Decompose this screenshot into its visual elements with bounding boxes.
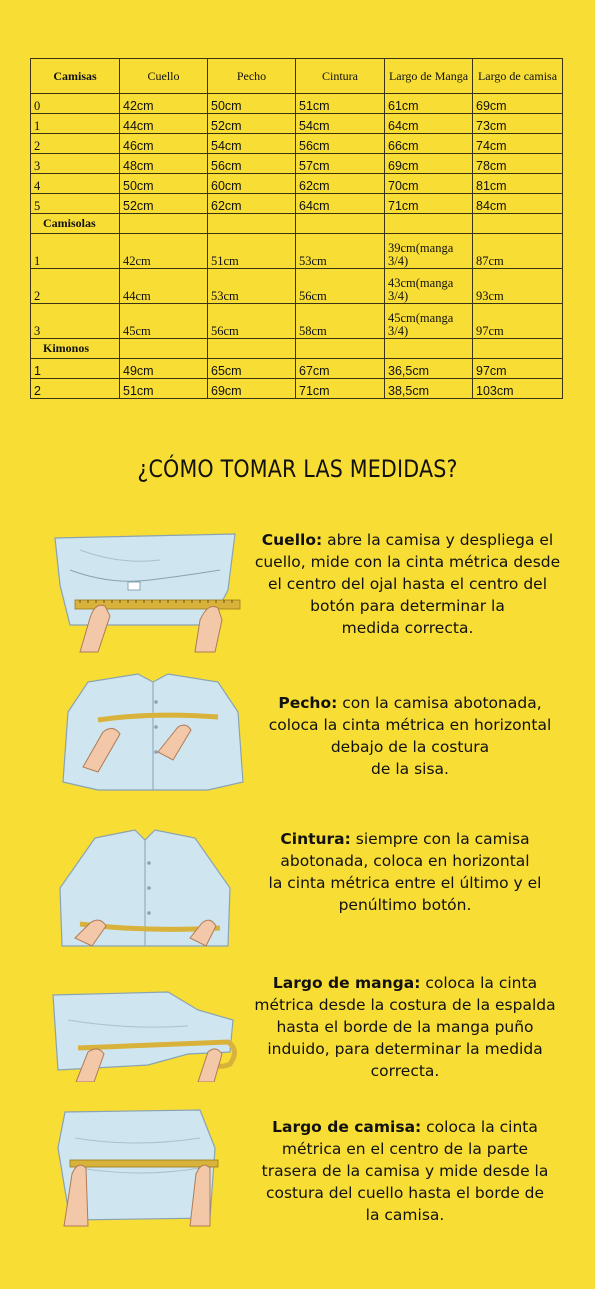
step-line: correcta. [370, 1062, 440, 1080]
table-cell: 46cm [120, 134, 208, 154]
table-cell: 3 [31, 154, 120, 174]
camisas-row [31, 94, 563, 114]
table-cell: 44cm [120, 114, 208, 134]
table-cell: 97cm [473, 359, 563, 379]
table-cell: 54cm [208, 134, 296, 154]
step-line: de la sisa. [371, 760, 449, 778]
table-cell: 5 [31, 194, 120, 214]
table-header-row [31, 59, 563, 94]
step-cuello-line-3: el centro del ojal hasta el centro del [267, 575, 548, 593]
step-cuello-line-2: cuello, mide con la cinta métrica desde [254, 553, 561, 571]
table-cell: 62cm [208, 194, 296, 214]
step-line: hasta el borde de la manga puño [276, 1018, 534, 1036]
table-cell: 2 [31, 134, 120, 154]
table-cell: 56cm [296, 134, 385, 154]
camisolas-row [31, 269, 563, 304]
table-cell: 36,5cm [385, 359, 473, 379]
size-chart-table [30, 58, 563, 399]
table-cell: 2 [31, 379, 120, 399]
col-header-cuello: Cuello [120, 59, 208, 94]
table-cell: 50cm [208, 94, 296, 114]
table-cell: 57cm [296, 154, 385, 174]
camisolas-rows [31, 234, 563, 339]
table-cell: 39cm(manga 3/4) [385, 234, 473, 269]
table-cell: 56cm [296, 269, 385, 304]
table-cell: 71cm [296, 379, 385, 399]
col-header-pecho: Pecho [208, 59, 296, 94]
table-cell: 87cm [473, 234, 563, 269]
table-cell: 84cm [473, 194, 563, 214]
sleeve-measure-illustration [48, 990, 243, 1082]
step-line: métrica en el centro de la parte [281, 1140, 529, 1158]
collar-measure-illustration [50, 530, 245, 655]
step-cuello-text [250, 529, 565, 639]
step-line: métrica desde la costura de la espalda [254, 996, 556, 1014]
table-cell: 69cm [208, 379, 296, 399]
table-cell: 52cm [208, 114, 296, 134]
table-cell: 3 [31, 304, 120, 339]
step-cintura-text [250, 828, 560, 916]
table-cell: 48cm [120, 154, 208, 174]
table-cell: 64cm [296, 194, 385, 214]
table-cell: 52cm [120, 194, 208, 214]
step-largo-camisa-text [245, 1116, 565, 1226]
table-cell: 54cm [296, 114, 385, 134]
table-cell: 44cm [120, 269, 208, 304]
step-line: penúltimo botón. [338, 896, 472, 914]
table-cell: 4 [31, 174, 120, 194]
table-cell: 45cm [120, 304, 208, 339]
table-cell: 53cm [208, 269, 296, 304]
table-cell: 42cm [120, 234, 208, 269]
table-cell: 50cm [120, 174, 208, 194]
table-cell: 53cm [296, 234, 385, 269]
col-header-largo-manga: Largo de Manga [385, 59, 473, 94]
section-label-kimonos: Kimonos [31, 339, 120, 359]
kimonos-row [31, 359, 563, 379]
table-cell: 56cm [208, 154, 296, 174]
step-line: costura del cuello hasta el borde de [265, 1184, 545, 1202]
table-cell: 45cm(manga 3/4) [385, 304, 473, 339]
table-cell: 61cm [385, 94, 473, 114]
step-line: coloca la cinta [421, 1118, 538, 1136]
section-label-camisolas: Camisolas [31, 214, 120, 234]
step-line: abotonada, coloca en horizontal [280, 852, 530, 870]
step-cuello-line-5: medida correcta. [341, 619, 474, 637]
table-cell: 70cm [385, 174, 473, 194]
length-measure-illustration [50, 1108, 225, 1228]
table-cell: 51cm [120, 379, 208, 399]
step-line: induido, para determinar la medida [267, 1040, 543, 1058]
camisas-row [31, 134, 563, 154]
table-cell: 51cm [296, 94, 385, 114]
table-cell: 0 [31, 94, 120, 114]
step-line: trasera de la camisa y mide desde la [261, 1162, 549, 1180]
table-cell: 67cm [296, 359, 385, 379]
step-cuello-line-4: botón para determinar la [310, 597, 505, 615]
section-row-camisolas [31, 214, 563, 234]
step-largo-manga-text [250, 972, 560, 1082]
col-header-largo-camisa: Largo de camisa [473, 59, 563, 94]
step-line: la camisa. [365, 1206, 445, 1224]
waist-measure-illustration [50, 828, 240, 950]
table-cell: 56cm [208, 304, 296, 339]
table-cell: 49cm [120, 359, 208, 379]
camisas-row [31, 154, 563, 174]
table-cell: 51cm [208, 234, 296, 269]
step-line: coloca la cinta [420, 974, 538, 992]
table-cell: 81cm [473, 174, 563, 194]
table-cell: 1 [31, 234, 120, 269]
table-cell: 97cm [473, 304, 563, 339]
step-pecho-title: Pecho: [278, 694, 338, 712]
table-cell: 73cm [473, 114, 563, 134]
step-largo-camisa-title: Largo de camisa: [272, 1118, 422, 1136]
table-cell: 69cm [385, 154, 473, 174]
table-cell: 74cm [473, 134, 563, 154]
kimonos-rows [31, 359, 563, 399]
camisas-row [31, 114, 563, 134]
step-line: la cinta métrica entre el último y el [268, 874, 542, 892]
step-largo-manga-title: Largo de manga: [272, 974, 421, 992]
table-cell: 65cm [208, 359, 296, 379]
table-cell: 60cm [208, 174, 296, 194]
camisas-rows [31, 94, 563, 214]
camisas-row [31, 174, 563, 194]
table-cell: 64cm [385, 114, 473, 134]
col-header-camisas: Camisas [31, 59, 120, 94]
table-cell: 62cm [296, 174, 385, 194]
table-cell: 93cm [473, 269, 563, 304]
step-line: siempre con la camisa [350, 830, 530, 848]
table-cell: 66cm [385, 134, 473, 154]
table-cell: 1 [31, 359, 120, 379]
step-cintura-title: Cintura: [280, 830, 351, 848]
table-cell: 78cm [473, 154, 563, 174]
table-cell: 58cm [296, 304, 385, 339]
chest-measure-illustration [58, 672, 248, 792]
kimonos-row [31, 379, 563, 399]
how-to-measure-heading: ¿CÓMO TOMAR LAS MEDIDAS? [137, 455, 458, 483]
table-cell: 69cm [473, 94, 563, 114]
camisolas-row [31, 304, 563, 339]
table-cell: 43cm(manga 3/4) [385, 269, 473, 304]
table-cell: 38,5cm [385, 379, 473, 399]
step-line: coloca la cinta métrica en horizontal [268, 716, 552, 734]
step-line: con la camisa abotonada, [337, 694, 542, 712]
table-cell: 71cm [385, 194, 473, 214]
step-cuello-title: Cuello: [261, 531, 323, 549]
section-row-kimonos [31, 339, 563, 359]
table-cell: 42cm [120, 94, 208, 114]
table-cell: 103cm [473, 379, 563, 399]
step-line: debajo de la costura [330, 738, 490, 756]
table-cell: 2 [31, 269, 120, 304]
table-cell: 1 [31, 114, 120, 134]
camisolas-row [31, 234, 563, 269]
camisas-row [31, 194, 563, 214]
step-cuello-line-1: abre la camisa y despliega el [322, 531, 554, 549]
col-header-cintura: Cintura [296, 59, 385, 94]
step-pecho-text [255, 692, 565, 780]
